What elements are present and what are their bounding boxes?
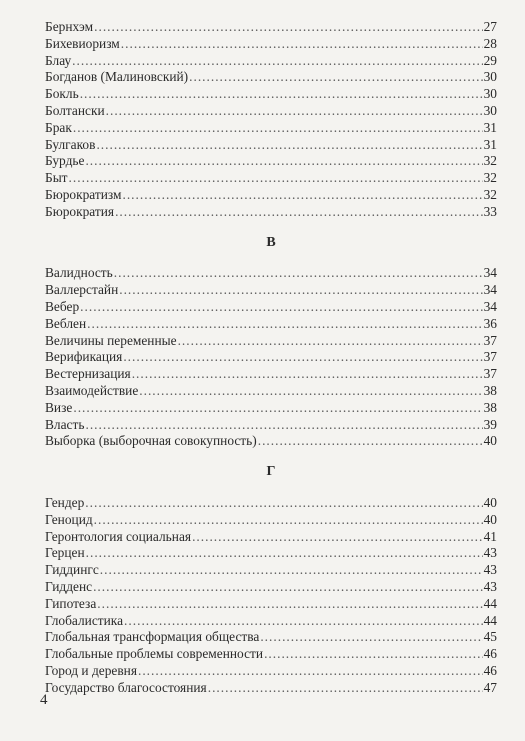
index-entry [45, 103, 497, 120]
index-entry [45, 529, 497, 546]
dot-leader [192, 529, 483, 546]
dot-leader [260, 629, 482, 646]
entry-page: 33 [483, 203, 497, 219]
index-entry [45, 680, 497, 697]
entry-term: Гипотеза [45, 595, 97, 611]
dot-leader [139, 383, 482, 400]
dot-leader [87, 316, 482, 333]
index-entry [45, 282, 497, 299]
index-entry [45, 36, 497, 53]
dot-leader [122, 187, 482, 204]
dot-leader [80, 86, 483, 103]
entry-page: 47 [483, 679, 497, 695]
entry-page: 29 [483, 52, 497, 68]
entry-term: Город и деревня [45, 662, 137, 678]
index-entry [45, 417, 497, 434]
dot-leader [85, 153, 482, 170]
index-entry [45, 383, 497, 400]
entry-term: Гидденс [45, 578, 93, 594]
entry-page: 44 [483, 595, 497, 611]
entry-term: Бюрократизм [45, 186, 122, 202]
index-entry [45, 512, 497, 529]
entry-page: 40 [483, 494, 497, 510]
dot-leader [80, 299, 482, 316]
section-letter-v: В [266, 234, 276, 250]
entry-page: 36 [483, 315, 497, 331]
index-section-v [45, 265, 497, 450]
entry-page: 32 [483, 170, 497, 186]
entry-term: Глобалистика [45, 612, 124, 628]
entry-page: 27 [483, 19, 497, 34]
dot-leader [86, 545, 483, 562]
entry-term: Герцен [45, 545, 85, 561]
dot-leader [94, 19, 482, 36]
entry-page: 30 [483, 102, 497, 118]
entry-page: 30 [483, 86, 497, 102]
index-entry [45, 153, 497, 170]
index-entry [45, 629, 497, 646]
entry-term: Бурдье [45, 153, 85, 169]
entry-page: 37 [483, 366, 497, 382]
entry-term: Быт [45, 170, 68, 186]
dot-leader [115, 204, 483, 221]
entry-page: 44 [483, 612, 497, 628]
index-entry [45, 545, 497, 562]
index-entry [45, 19, 497, 36]
entry-page: 43 [483, 545, 497, 561]
index-entry [45, 299, 497, 316]
entry-page: 43 [483, 578, 497, 594]
entry-term: Брак [45, 119, 72, 135]
entry-term: Геронтология социальная [45, 528, 192, 544]
entry-term: Бюрократия [45, 203, 115, 219]
index-section-b [45, 19, 497, 221]
entry-term: Булгаков [45, 136, 96, 152]
entry-term: Государство благосостояния [45, 679, 207, 695]
entry-page: 37 [483, 349, 497, 365]
entry-page: 38 [483, 382, 497, 398]
entry-page: 28 [483, 35, 497, 51]
dot-leader [85, 495, 482, 512]
index-entry [45, 366, 497, 383]
entry-page: 30 [483, 69, 497, 85]
index-entry [45, 333, 497, 350]
index-entry [45, 53, 497, 70]
index-entry [45, 613, 497, 630]
entry-page: 46 [483, 646, 497, 662]
entry-term: Гендер [45, 494, 85, 510]
dot-leader [119, 282, 482, 299]
index-list [45, 19, 497, 696]
index-entry [45, 204, 497, 221]
entry-page: 32 [483, 153, 497, 169]
entry-term: Бернхэм [45, 19, 94, 34]
index-entry [45, 495, 497, 512]
entry-term: Валидность [45, 265, 113, 281]
entry-page: 31 [483, 119, 497, 135]
entry-term: Вестернизация [45, 366, 131, 382]
dot-leader [121, 36, 483, 53]
entry-term: Валлерстайн [45, 282, 119, 298]
index-entry [45, 596, 497, 613]
entry-term: Выборка (выборочная совокупность) [45, 433, 257, 449]
entry-term: Веблен [45, 315, 87, 331]
entry-page: 40 [483, 433, 497, 449]
page-number: 4 [40, 692, 48, 708]
dot-leader [93, 579, 483, 596]
index-entry [45, 579, 497, 596]
entry-term: Глобальные проблемы современности [45, 646, 264, 662]
entry-page: 34 [483, 265, 497, 281]
index-entry [45, 120, 497, 137]
dot-leader [97, 596, 482, 613]
entry-term: Гиддингс [45, 562, 99, 578]
entry-term: Власть [45, 416, 85, 432]
entry-page: 34 [483, 298, 497, 314]
dot-leader [189, 69, 482, 86]
entry-term: Взаимодействие [45, 382, 139, 398]
index-entry [45, 562, 497, 579]
index-entry [45, 69, 497, 86]
entry-page: 43 [483, 562, 497, 578]
dot-leader [132, 366, 483, 383]
index-entry [45, 663, 497, 680]
dot-leader [178, 333, 483, 350]
entry-term: Вебер [45, 298, 80, 314]
entry-page: 45 [483, 629, 497, 645]
dot-leader [258, 433, 483, 450]
index-entry [45, 187, 497, 204]
entry-term: Визе [45, 399, 73, 415]
index-entry [45, 433, 497, 450]
index-entry [45, 400, 497, 417]
dot-leader [138, 663, 483, 680]
dot-leader [72, 53, 482, 70]
dot-leader [100, 562, 483, 579]
dot-leader [73, 400, 482, 417]
index-entry [45, 316, 497, 333]
entry-page: 39 [483, 416, 497, 432]
index-entry [45, 646, 497, 663]
dot-leader [123, 349, 482, 366]
entry-term: Бокль [45, 86, 79, 102]
entry-term: Богданов (Малиновский) [45, 69, 189, 85]
entry-page: 37 [483, 332, 497, 348]
entry-term: Глобальная трансформация общества [45, 629, 260, 645]
entry-term: Блау [45, 52, 72, 68]
entry-page: 46 [483, 662, 497, 678]
entry-page: 34 [483, 282, 497, 298]
entry-page: 32 [483, 186, 497, 202]
dot-leader [94, 512, 483, 529]
entry-term: Верификация [45, 349, 123, 365]
dot-leader [73, 120, 483, 137]
entry-term: Болтански [45, 102, 105, 118]
entry-term: Геноцид [45, 511, 93, 527]
dot-leader [264, 646, 483, 663]
index-section-g [45, 495, 497, 697]
dot-leader [124, 613, 483, 630]
dot-leader [106, 103, 483, 120]
index-entry [45, 86, 497, 103]
section-letter-g: Г [266, 464, 276, 480]
entry-page: 38 [483, 399, 497, 415]
dot-leader [114, 265, 483, 282]
dot-leader [208, 680, 483, 697]
dot-leader [96, 137, 482, 154]
dot-leader [69, 170, 483, 187]
index-entry [45, 265, 497, 282]
entry-page: 31 [483, 136, 497, 152]
dot-leader [85, 417, 482, 434]
entry-page: 40 [483, 511, 497, 527]
index-entry [45, 137, 497, 154]
index-entry [45, 349, 497, 366]
entry-term: Бихевиоризм [45, 35, 120, 51]
index-entry [45, 170, 497, 187]
entry-term: Величины переменные [45, 332, 177, 348]
entry-page: 41 [483, 528, 497, 544]
